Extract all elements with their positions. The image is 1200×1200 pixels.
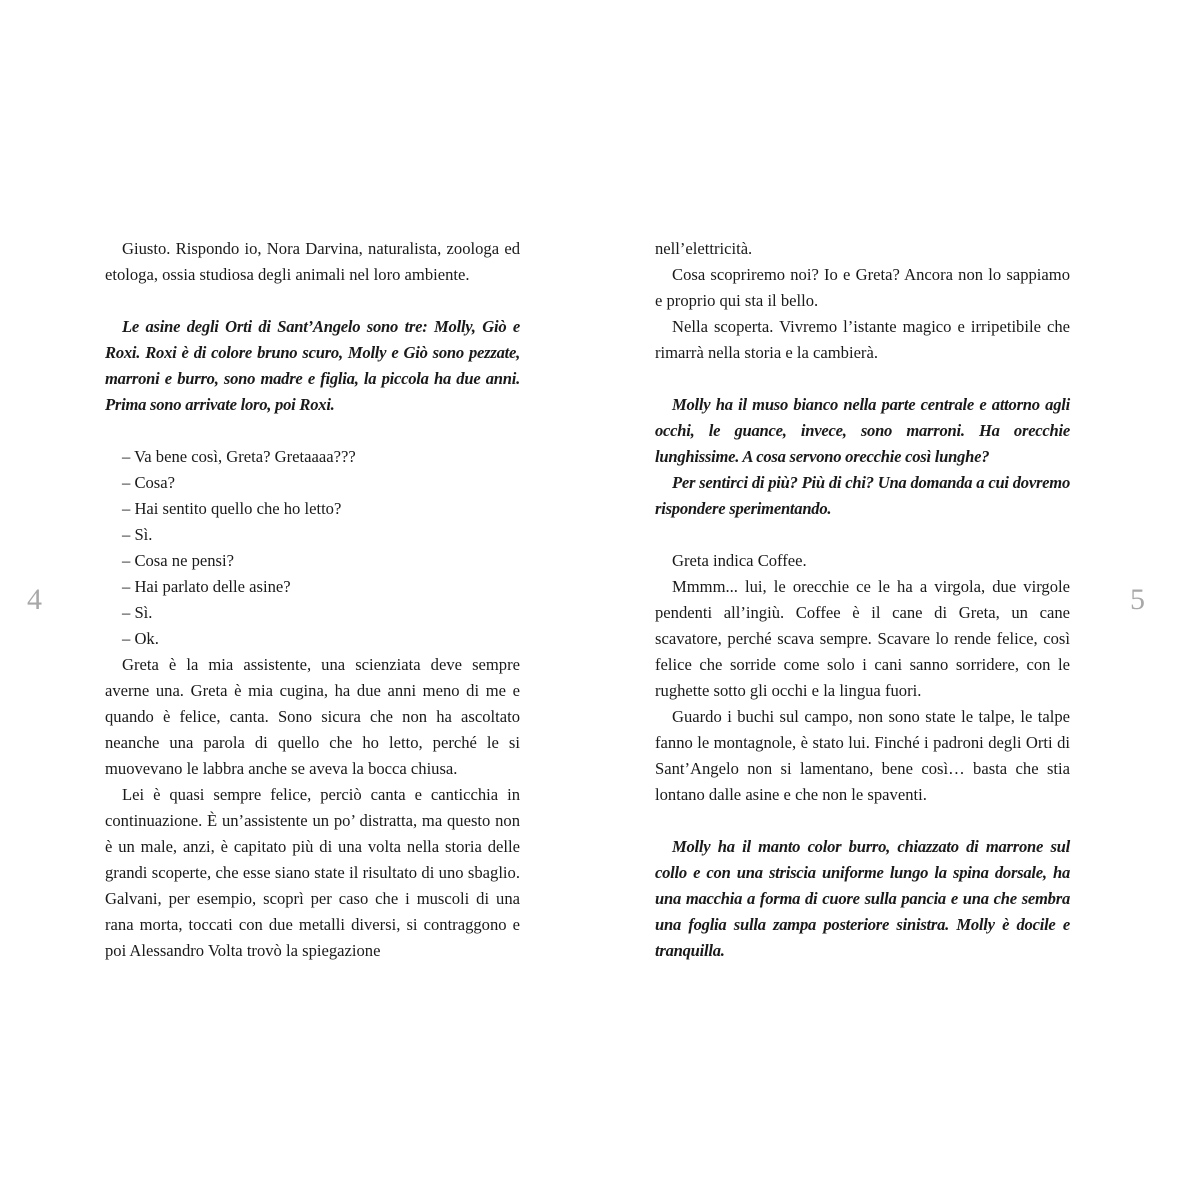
paragraph-continued: nell’elettricità. <box>655 239 753 258</box>
right-page-text <box>655 236 1070 964</box>
dialogue-line: – Cosa? <box>122 473 175 492</box>
paragraph: Greta è la mia assistente, una scienziata deve sempre averne una. Greta è mia cugina, ha due anni meno di me e quando è felice, canta. Sono sicura che non ha ascoltato neanche una parola di quello che ho letto, perché le si muovevano le labbra anche se aveva la bocca chiusa. <box>105 655 520 778</box>
paragraph: Lei è quasi sempre felice, perciò canta e canticchia in continuazione. È un’assistente un po’ distratta, ma questo non è un male, anzi, è capitato più di una volta nella storia delle grandi scoperte, che esse siano state il risultato di uno sbaglio. Galvani, per esempio, scoprì per caso che i muscoli di una rana morta, toccati con due metalli diversi, si contraggono e poi Alessandro Volta trovò la spiegazione <box>105 785 520 960</box>
dialogue-line: – Sì. <box>122 525 153 544</box>
dialogue-line: – Hai parlato delle asine? <box>122 577 291 596</box>
dialogue-line: – Ok. <box>122 629 159 648</box>
italic-note: Le asine degli Orti di Sant’Angelo sono tre: Molly, Giò e Roxi. Roxi è di colore bruno scuro, Molly e Giò sono pezzate, marroni e burro, sono madre e figlia, la piccola ha due anni. Prima sono arrivate loro, poi Roxi. <box>105 317 520 414</box>
spacer <box>655 366 1070 392</box>
dialogue-line: – Cosa ne pensi? <box>122 551 234 570</box>
paragraph: Nella scoperta. Vivremo l’istante magico e irripetibile che rimarrà nella storia e la cambierà. <box>655 317 1070 362</box>
dialogue-line: – Hai sentito quello che ho letto? <box>122 499 342 518</box>
dialogue-line: – Sì. <box>122 603 153 622</box>
paragraph: Mmmm... lui, le orecchie ce le ha a virgola, due virgole pendenti all’ingiù. Coffee è il cane di Greta, un cane scavatore, perché scava sempre. Scavare lo rende felice, così felice che sorride come solo i cani sanno sorridere, con le rughette sotto gli occhi e la lingua fuori. <box>655 577 1070 700</box>
spacer <box>105 418 520 444</box>
italic-note: Per sentirci di più? Più di chi? Una domanda a cui dovremo rispondere sperimentando. <box>655 473 1070 518</box>
spacer <box>655 808 1070 834</box>
spacer <box>655 522 1070 548</box>
dialogue-line: – Va bene così, Greta? Gretaaaa??? <box>122 447 356 466</box>
paragraph: Giusto. Rispondo io, Nora Darvina, naturalista, zoologa ed etologa, ossia studiosa degli animali nel loro ambiente. <box>105 239 520 284</box>
page-number-left: 4 <box>27 583 42 616</box>
paragraph: Guardo i buchi sul campo, non sono state le talpe, le talpe fanno le montagnole, è stato lui. Finché i padroni degli Orti di Sant’Angelo non si lamentano, bene così… basta che stia lontano dalle asine e che non le spaventi. <box>655 707 1070 804</box>
italic-note: Molly ha il manto color burro, chiazzato di marrone sul collo e con una striscia uniforme lungo la spina dorsale, ha una macchia a forma di cuore sulla pancia e una che sembra una foglia sulla zampa posteriore sinistra. Molly è docile e tranquilla. <box>655 837 1070 960</box>
spacer <box>105 288 520 314</box>
page-number-right: 5 <box>1130 583 1145 616</box>
paragraph: Greta indica Coffee. <box>672 551 807 570</box>
left-page-text <box>105 236 520 964</box>
italic-note: Molly ha il muso bianco nella parte centrale e attorno agli occhi, le guance, invece, sono marroni. Ha orecchie lunghissime. A cosa servono orecchie così lunghe? <box>655 395 1070 466</box>
paragraph: Cosa scopriremo noi? Io e Greta? Ancora non lo sappiamo e proprio qui sta il bello. <box>655 265 1070 310</box>
